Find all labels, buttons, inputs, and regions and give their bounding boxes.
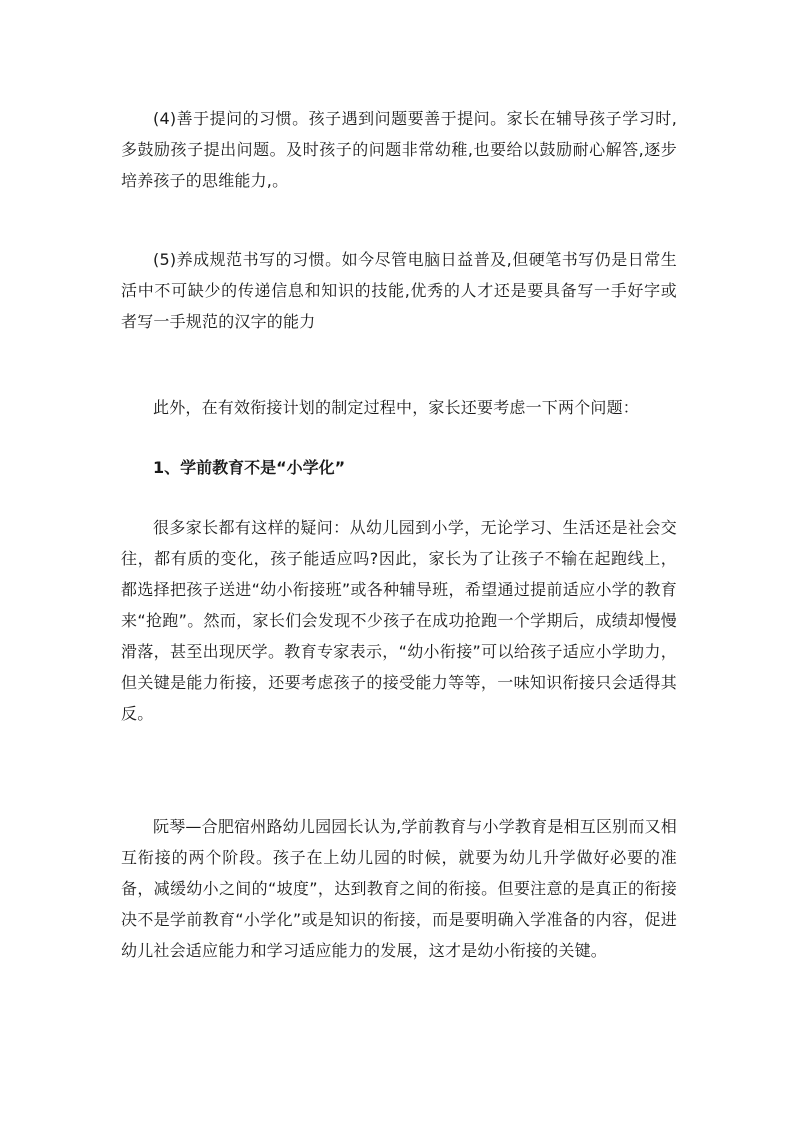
paragraph-writing-habit: (5)养成规范书写的习惯。如今尽管电脑日益普及,但硬笔书写仍是日常生活中不可缺少的传递信息和知识的技能,优秀的人才还是要具备写一手好字或者写一手规范的汉字的能力 bbox=[121, 250, 677, 331]
paragraph-parent-concerns: 很多家长都有这样的疑问：从幼儿园到小学，无论学习、生活还是社会交往，都有质的变化，孩子能适应吗?因此，家长为了让孩子不输在起跑线上，都选择把孩子送进“幼小衔接班”或各种辅导班，希望通过提前适应小学的教育来“抢跑”。然而，家长们会发现不少孩子在成功抢跑一个学期后，成绩却慢慢滑落，甚至出现厌学。教育专家表示，“幼小衔接”可以给孩子适应小学助力，但关键是能力衔接，还要考虑孩子的接受能力等等，一味知识衔接只会适得其反。 bbox=[121, 518, 677, 723]
paragraph-transition-intro: 此外，在有效衔接计划的制定过程中，家长还要考虑一下两个问题： bbox=[153, 398, 640, 417]
section-heading: 1、学前教育不是“小学化” bbox=[153, 458, 346, 477]
paragraph-questioning-habit: (4)善于提问的习惯。孩子遇到问题要善于提问。家长在辅导孩子学习时,多鼓励孩子提出问题。及时孩子的问题非常幼稚,也要给以鼓励耐心解答,逐步培养孩子的思维能力,。 bbox=[121, 109, 677, 190]
paragraph-principal-view: 阮琴—合肥宿州路幼儿园园长认为,学前教育与小学教育是相互区别而又相互衔接的两个阶段。孩子在上幼儿园的时候，就要为幼儿升学做好必要的准备，减缓幼小之间的“坡度”，达到教育之间的衔接。但要注意的是真正的衔接决不是学前教育“小学化”或是知识的衔接，而是要明确入学准备的内容，促进幼儿社会适应能力和学习适应能力的发展，这才是幼小衔接的关键。 bbox=[121, 817, 677, 960]
